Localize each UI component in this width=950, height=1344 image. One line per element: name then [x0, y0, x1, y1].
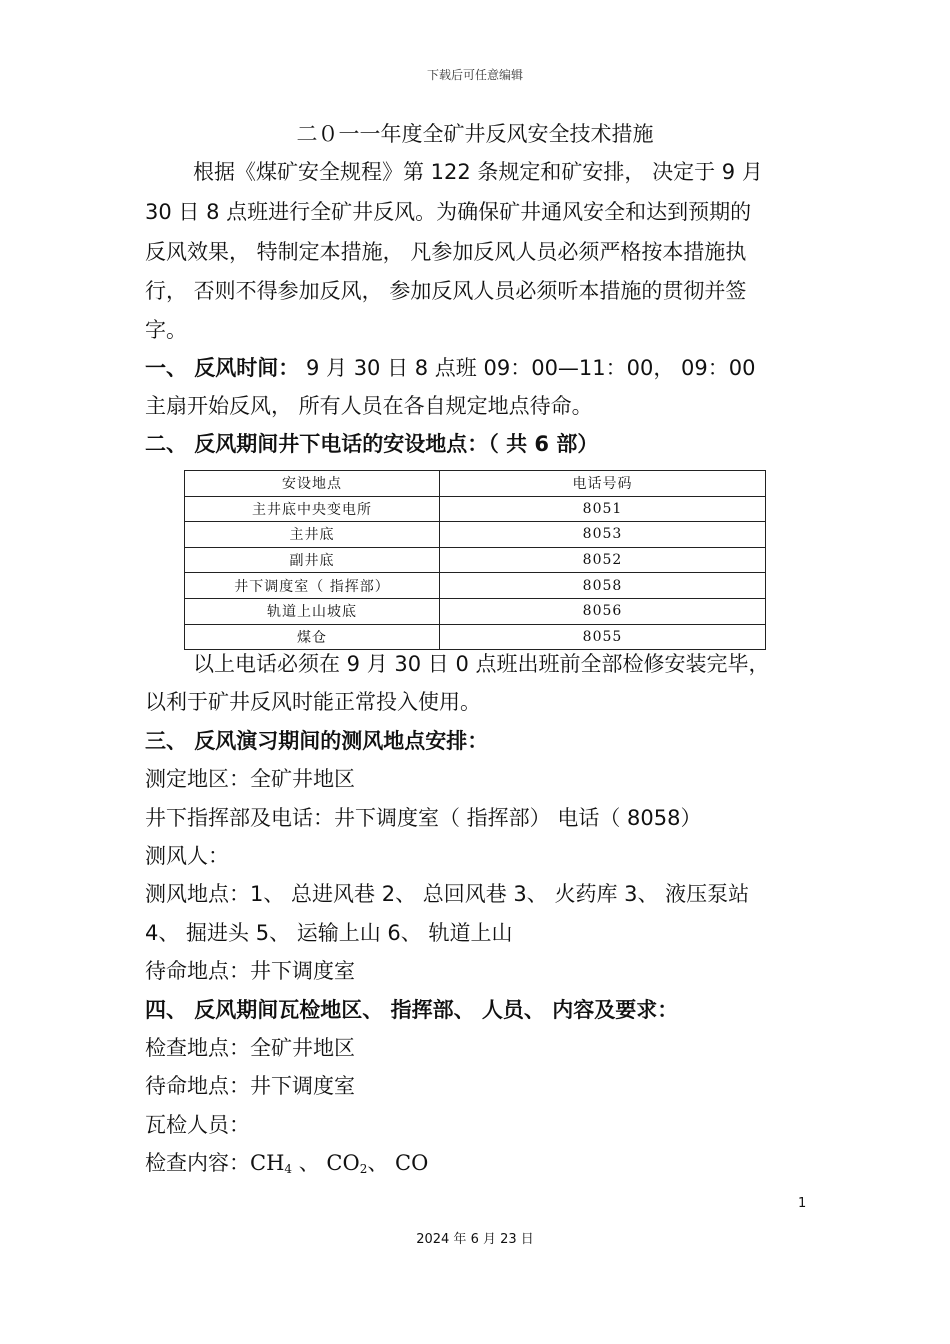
intro-line-1: 根据《煤矿安全规程》第 122 条规定和矿安排， 决定于 9 月	[193, 160, 763, 184]
section3-line-4: 测风地点：1、 总进风巷 2、 总回风巷 3、 火药库 3、 液压泵站	[145, 882, 750, 906]
intro-line-5: 字。	[145, 318, 187, 342]
footer-date: 2024 年 6 月 23 日	[416, 1232, 534, 1247]
table-row	[185, 496, 766, 522]
check-label: 检查内容：	[145, 1151, 250, 1175]
section1-heading: 一、 反风时间：	[145, 356, 300, 380]
table-row	[185, 624, 766, 650]
ch4-formula: $CH_4$	[250, 1151, 293, 1176]
table-header-location: 安设地点	[185, 471, 440, 497]
section3-heading: 三、 反风演习期间的测风地点安排：	[145, 729, 489, 753]
co2-formula: $CO_2$	[326, 1151, 368, 1176]
section4-check-line: 检查内容：$CH_4$ 、 $CO_2$、 CO	[145, 1151, 429, 1176]
intro-line-4: 行， 否则不得参加反风， 参加反风人员必须听本措施的贯彻并签	[145, 279, 747, 303]
section2-note-2: 以利于矿井反风时能正常投入使用。	[145, 690, 481, 714]
table-header-phone: 电话号码	[440, 471, 766, 497]
section3-line-1: 测定地区：全矿井地区	[145, 767, 355, 791]
section3-line-2: 井下指挥部及电话：井下调度室（ 指挥部） 电话（ 8058）	[145, 806, 702, 830]
intro-line-3: 反风效果， 特制定本措施， 凡参加反风人员必须严格按本措施执	[145, 240, 747, 264]
table-row	[185, 573, 766, 599]
table-row	[185, 522, 766, 548]
co-formula: CO	[395, 1151, 429, 1175]
table-cell-location: 煤仓	[185, 624, 440, 650]
section3-line-5: 4、 掘进头 5、 运输上山 6、 轨道上山	[145, 921, 513, 945]
section3-line-6: 待命地点：井下调度室	[145, 959, 355, 983]
phone-table	[184, 470, 766, 650]
section4-line-2: 待命地点：井下调度室	[145, 1074, 355, 1098]
section2-heading: 二、 反风期间井下电话的安设地点：（ 共 6 部）	[145, 432, 599, 456]
table-cell-location: 主井底	[185, 522, 440, 548]
table-cell-phone: 8052	[440, 547, 766, 573]
table-cell-location: 副井底	[185, 547, 440, 573]
section1-line	[145, 354, 756, 382]
table-cell-phone: 8056	[440, 598, 766, 624]
table-cell-phone: 8051	[440, 496, 766, 522]
intro-line-2: 30 日 8 点班进行全矿井反风。为确保矿井通风安全和达到预期的	[145, 200, 752, 224]
page-header: 下载后可任意编辑	[426, 68, 523, 82]
section2-note-1: 以上电话必须在 9 月 30 日 0 点班出班前全部检修安装完毕，	[193, 652, 770, 676]
page-number: 1	[798, 1196, 807, 1211]
section4-line-3: 瓦检人员：	[145, 1113, 250, 1137]
table-cell-phone: 8058	[440, 573, 766, 599]
table-cell-location: 主井底中央变电所	[185, 496, 440, 522]
section4-heading: 四、 反风期间瓦检地区、 指挥部、 人员、 内容及要求：	[145, 998, 679, 1022]
table-row	[185, 547, 766, 573]
document-title: 二０一一年度全矿井反风安全技术措施	[296, 122, 654, 146]
table-cell-location: 轨道上山坡底	[185, 598, 440, 624]
section4-line-1: 检查地点：全矿井地区	[145, 1036, 355, 1060]
section1-time: 9 月 30 日 8 点班 09：00—11：00， 09：00	[299, 356, 756, 380]
table-row	[185, 598, 766, 624]
table-header-row	[185, 471, 766, 497]
section1-line-2: 主扇开始反风， 所有人员在各自规定地点待命。	[145, 394, 593, 418]
section3-line-3: 测风人：	[145, 844, 229, 868]
table-cell-location: 井下调度室（ 指挥部）	[185, 573, 440, 599]
table-cell-phone: 8053	[440, 522, 766, 548]
table-cell-phone: 8055	[440, 624, 766, 650]
